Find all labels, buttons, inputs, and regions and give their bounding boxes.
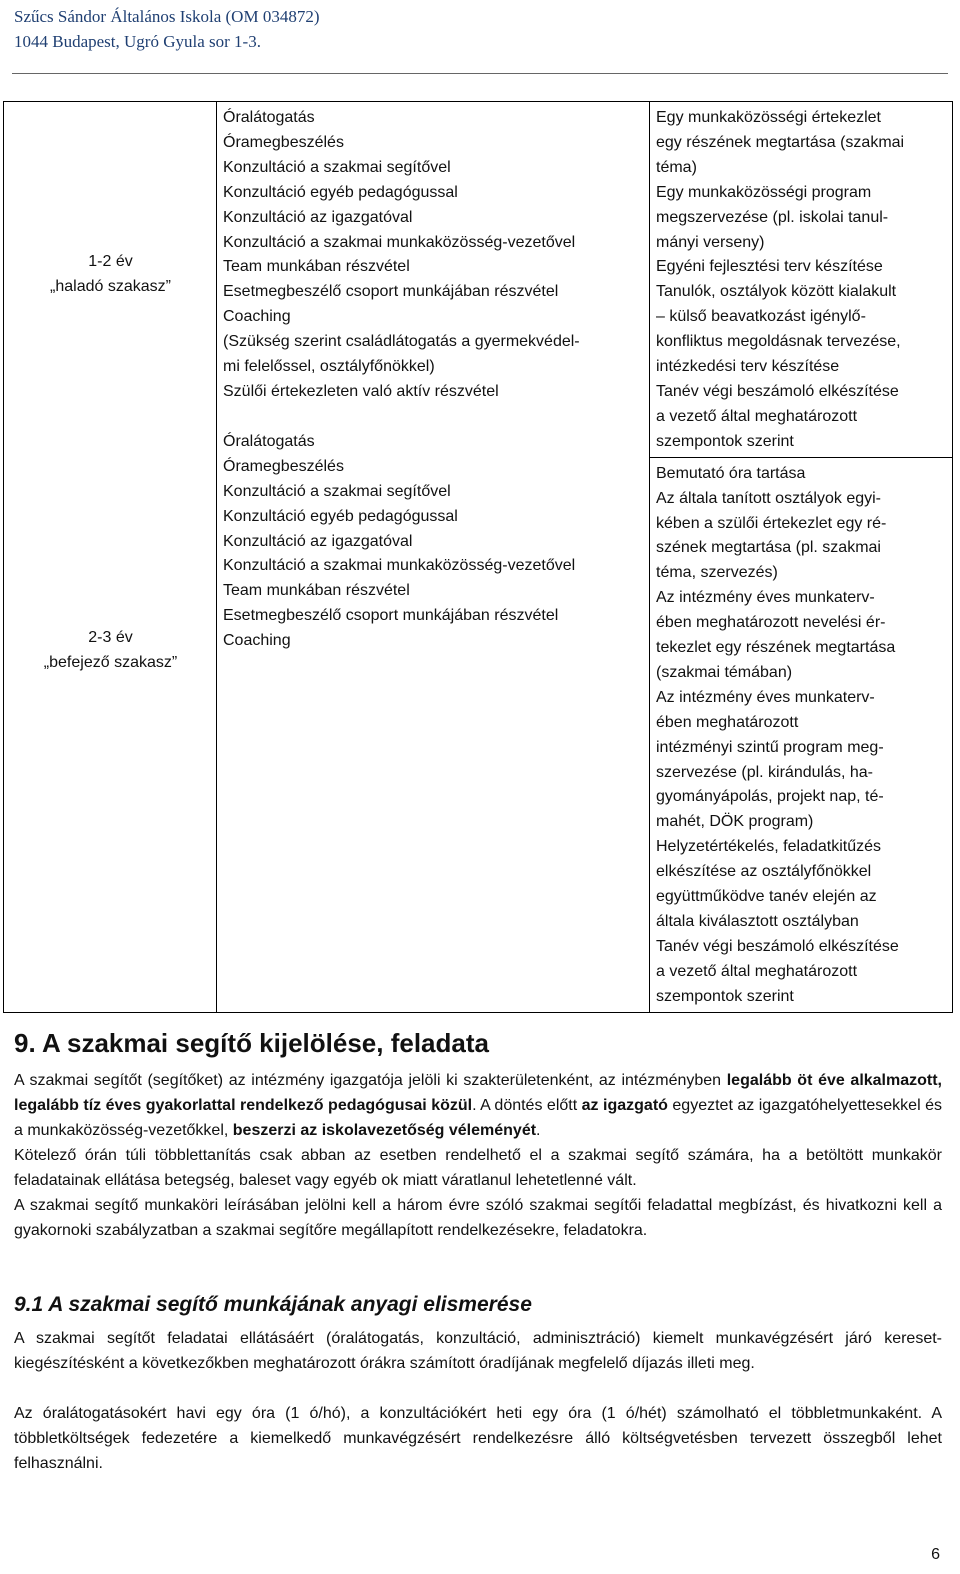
- list-item: megszervezése (pl. iskolai tanul-: [656, 208, 889, 226]
- list-item: gyományápolás, projekt nap, té-: [656, 788, 884, 806]
- list-item: a vezető által meghatározott: [656, 962, 858, 980]
- activities-list: [223, 106, 644, 405]
- list-item: Esetmegbeszélő csoport munkájában részvétel: [223, 283, 559, 301]
- list-item: elkészítése az osztályfőnökkel: [656, 863, 872, 881]
- list-item: Coaching: [223, 632, 291, 650]
- tasks-cell: [650, 457, 953, 1012]
- list-item: Helyzetértékelés, feladatkitűzés: [656, 838, 881, 856]
- list-item: Szülői értekezleten való aktív részvétel: [223, 382, 499, 400]
- bold-text: az igazgató: [581, 1097, 668, 1114]
- activities-cell: [217, 102, 650, 1013]
- tasks-list: [656, 462, 947, 1010]
- list-item: Konzultáció a szakmai munkaközösség-vezetővel: [223, 233, 576, 251]
- bold-text: legalább öt éve alkalmazott, legalább tíz éves gyakorlattal rendelkező pedagógusai közül: [14, 1072, 943, 1114]
- list-item: ében meghatározott: [656, 713, 799, 731]
- paragraph-text: egyeztet az igazgatóhelyettesekkel és a munkaközösség-vezetőkkel,: [14, 1097, 942, 1139]
- list-item: szének megtartása (pl. szakmai: [656, 539, 881, 557]
- document-header: [14, 4, 320, 54]
- list-item: Az általa tanított osztályok egyi-: [656, 489, 881, 507]
- list-item: tekezlet egy részének megtartása: [656, 639, 896, 657]
- activities-list: [223, 430, 644, 654]
- section-paragraph: Kötelező órán túli többlettanítás csak abban az esetben rendelhető el a szakmai segítő számára, ha a betöltött munkakör feladatainak ellátása betegség, baleset vagy egyéb ok miatt váratlanul lehetetlenné vált.: [14, 1147, 942, 1189]
- school-name: Szűcs Sándor Általános Iskola (OM 034872): [14, 7, 320, 26]
- list-item: Esetmegbeszélő csoport munkájában részvétel: [223, 607, 559, 625]
- section-heading: 9. A szakmai segítő kijelölése, feladata: [14, 1028, 489, 1058]
- list-item: Konzultáció az igazgatóval: [223, 532, 413, 550]
- list-item: intézkedési terv készítése: [656, 358, 840, 376]
- list-item: a vezető által meghatározott: [656, 407, 858, 425]
- stage-name: „haladó szakasz”: [50, 277, 171, 295]
- paragraph-text: . A döntés előtt: [472, 1097, 582, 1114]
- list-item: – külső beavatkozást igénylő-: [656, 308, 866, 326]
- list-item: Coaching: [223, 308, 291, 326]
- list-item: Team munkában részvétel: [223, 582, 410, 600]
- list-item: Tanulók, osztályok között kialakult: [656, 283, 897, 301]
- list-item: Óramegbeszélés: [223, 133, 344, 151]
- bold-text: beszerzi az iskolavezetőség véleményét: [232, 1122, 537, 1139]
- list-item: téma, szervezés): [656, 564, 778, 582]
- mentoring-stages-table: [3, 101, 953, 1013]
- list-item: szempontok szerint: [656, 987, 794, 1005]
- list-item: Bemutató óra tartása: [656, 464, 806, 482]
- stage-years: 2-3 év: [88, 628, 133, 646]
- stage-name: „befejező szakasz”: [43, 653, 178, 671]
- list-item: Konzultáció a szakmai segítővel: [223, 482, 451, 500]
- list-item: Egy munkaközösségi értekezlet: [656, 109, 881, 126]
- list-item: Konzultáció a szakmai segítővel: [223, 158, 451, 176]
- subsection-heading: 9.1 A szakmai segítő munkájának anyagi elismerése: [14, 1293, 532, 1316]
- list-item: Konzultáció egyéb pedagógussal: [223, 183, 458, 201]
- list-item: konfliktus megoldásnak tervezése,: [656, 333, 901, 351]
- list-item: Az intézmény éves munkaterv-: [656, 688, 875, 706]
- section-paragraph: A szakmai segítő munkaköri leírásában jelölni kell a három évre szóló szakmai segítői feladattal megbízást, és hivatkozni kell a gyakornoki szabályzatban a szakmai segítőre megállapított rendelkezésekre, feladatokra.: [14, 1197, 942, 1239]
- list-item: Tanév végi beszámoló elkészítése: [656, 382, 899, 400]
- list-item: Konzultáció az igazgatóval: [223, 208, 413, 226]
- list-item: Egyéni fejlesztési terv készítése: [656, 258, 883, 276]
- list-item: mányi verseny): [656, 233, 765, 251]
- list-item: egy részének megtartása (szakmai: [656, 133, 905, 151]
- list-item: ében meghatározott nevelési ér-: [656, 614, 886, 632]
- list-item: Tanév végi beszámoló elkészítése: [656, 937, 899, 955]
- list-item: együttműködve tanév elején az: [656, 888, 877, 906]
- list-item: szervezése (pl. kirándulás, ha-: [656, 763, 873, 781]
- list-item: Egy munkaközösségi program: [656, 183, 872, 201]
- list-item: Óralátogatás: [223, 109, 315, 126]
- list-item: mi felelőssel, osztályfőnökkel): [223, 358, 435, 376]
- list-item: Óramegbeszélés: [223, 457, 344, 475]
- list-item: intézményi szintű program meg-: [656, 738, 884, 756]
- tasks-list: [656, 106, 947, 455]
- list-item: kében a szülői értekezlet egy ré-: [656, 514, 887, 532]
- paragraph-text: A szakmai segítőt (segítőket) az intézmény igazgatója jelöli ki szakterületenként, az intézményben: [14, 1072, 727, 1089]
- section-paragraph: [14, 1068, 942, 1143]
- stage-years: 1-2 év: [88, 253, 133, 270]
- paragraph-text: .: [536, 1122, 541, 1139]
- school-address: 1044 Budapest, Ugró Gyula sor 1-3.: [14, 32, 261, 51]
- table-row: [4, 102, 953, 458]
- tasks-cell: [650, 102, 953, 458]
- section-paragraph: A szakmai segítőt feladatai ellátásáért (óralátogatás, konzultáció, adminisztráció) kiemelt munkavégzésért járó kereset-kiegészítésként a következőkben meghatározott órákra számított óradíjának megfelelő díjazás illeti meg.: [14, 1330, 942, 1372]
- list-item: (Szükség szerint családlátogatás a gyermekvédel-: [223, 333, 580, 351]
- list-item: szempontok szerint: [656, 432, 794, 450]
- list-item: Konzultáció egyéb pedagógussal: [223, 507, 458, 525]
- list-item: Az intézmény éves munkaterv-: [656, 589, 875, 607]
- list-item: Team munkában részvétel: [223, 258, 410, 276]
- page-number: 6: [931, 1546, 940, 1563]
- header-divider: [12, 73, 948, 74]
- list-item: (szakmai témában): [656, 663, 793, 681]
- stage-cell: [4, 102, 217, 1013]
- list-item: mahét, DÖK program): [656, 813, 814, 831]
- list-item: Konzultáció a szakmai munkaközösség-vezetővel: [223, 557, 576, 575]
- list-item: téma): [656, 158, 697, 176]
- list-item: Óralátogatás: [223, 432, 315, 450]
- section-paragraph: Az óralátogatásokért havi egy óra (1 ó/hó), a konzultációkért heti egy óra (1 ó/hét) számolható el többletmunkaként. A többletköltségek fedezetére a kiemelkedő munkavégzésért rendelkezésre álló költségvetésben tervezett összegből lehet felhasználni.: [14, 1405, 942, 1472]
- list-item: általa kiválasztott osztályban: [656, 913, 859, 930]
